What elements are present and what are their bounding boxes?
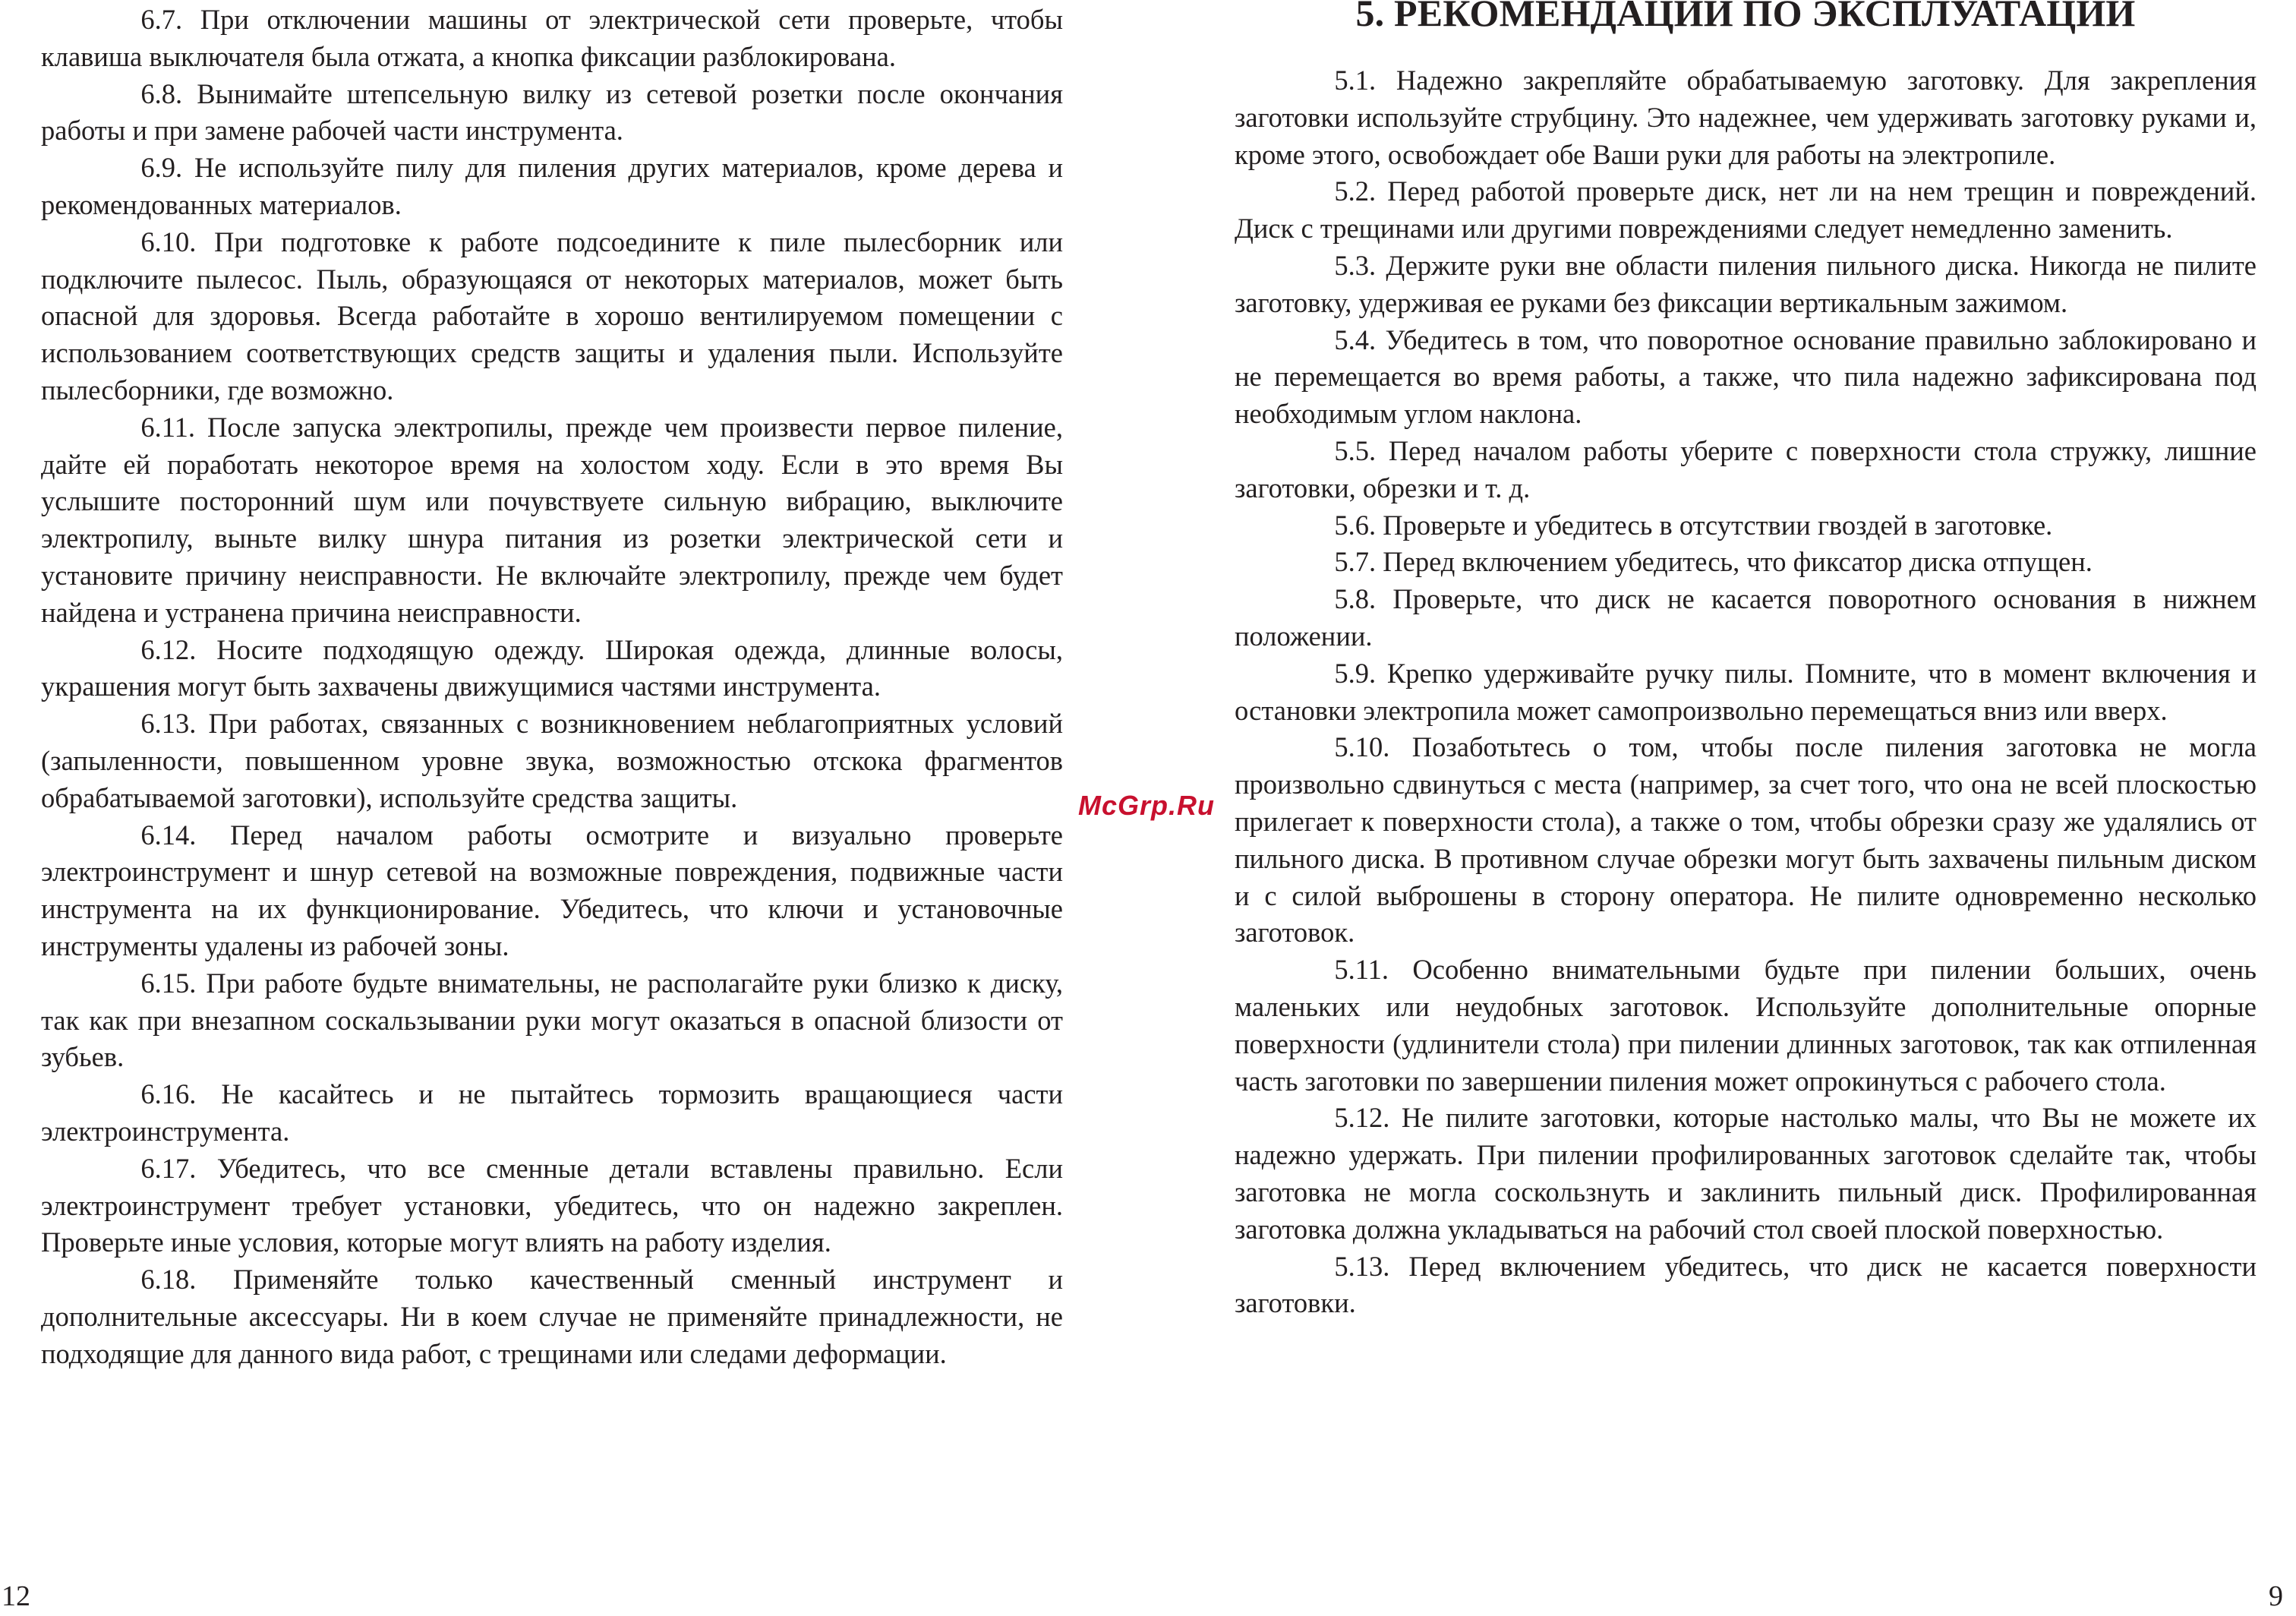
paragraph-5-9: 5.9. Крепко удерживайте ручку пилы. Помните, что в момент включения и остановки электропила может самопроизвольно перемещаться вниз или вверх. bbox=[1235, 657, 2257, 726]
left-page-number: 12 bbox=[2, 1580, 30, 1612]
paragraph-6-13: 6.13. При работах, связанных с возникновением неблагоприятных условий (запыленности, повышенном уровне звука, возможностью отскока фрагментов обрабатываемой заготовки), используйте средства защиты. bbox=[41, 708, 1063, 813]
paragraph-5-1: 5.1. Надежно закрепляйте обрабатываемую заготовку. Для закрепления заготовки используйте струбцину. Это надежнее, чем удерживать заготовку руками и, кроме этого, освобождает обе Ваши руки для работы на электропиле. bbox=[1235, 65, 2257, 170]
paragraph-5-6: 5.6. Проверьте и убедитесь в отсутствии гвоздей в заготовке. bbox=[1334, 509, 2053, 541]
paragraph-6-15: 6.15. При работе будьте внимательны, не располагайте руки близко к диску, так как при внезапном соскальзывании руки могут оказаться в опасной близости от зубьев. bbox=[41, 967, 1063, 1073]
paragraph-5-11: 5.11. Особенно внимательными будьте при пилении больших, очень маленьких или неудобных заготовок. Используйте дополнительные опорные поверхности (удлинители стола) при пилении длинных заготовок, так как отпиленная часть заготовки по завершении пиления может опрокинуться с рабочего стола. bbox=[1235, 954, 2257, 1097]
paragraph-6-8: 6.8. Вынимайте штепсельную вилку из сетевой розетки после окончания работы и при замене рабочей части инструмента. bbox=[41, 77, 1063, 147]
paragraph-5-12: 5.12. Не пилите заготовки, которые настолько малы, что Вы не можете их надежно удержать. При пилении профилированных заготовок сделайте так, чтобы заготовка не могла соскользнуть и заклинить пильный диск. Профилированная заготовка должна укладываться на рабочий стол своей плоской поверхностью. bbox=[1235, 1102, 2257, 1245]
paragraph-6-10: 6.10. При подготовке к работе подсоедините к пиле пылесборник или подключите пылесос. Пыль, образующаяся от некоторых материалов, может быть опасной для здоровья. Всегда работайте в хорошо вентилируемом помещении с использованием соответствующих средств защиты и удаления пыли. Используйте пылесборники, где возможно. bbox=[41, 226, 1063, 406]
paragraph-6-12: 6.12. Носите подходящую одежду. Широкая одежда, длинные волосы, украшения могут быть захвачены движущимися частями инструмента. bbox=[41, 633, 1063, 702]
paragraph-6-9: 6.9. Не используйте пилу для пиления других материалов, кроме дерева и рекомендованных материалов. bbox=[41, 152, 1063, 220]
section-title: 5. РЕКОМЕНДАЦИИ ПО ЭКСПЛУАТАЦИИ bbox=[1355, 0, 2136, 34]
paragraph-5-7: 5.7. Перед включением убедитесь, что фиксатор диска отпущен. bbox=[1334, 546, 2093, 578]
paragraph-5-2: 5.2. Перед работой проверьте диск, нет ли на нем трещин и повреждений. Диск с трещинами или другими повреждениями следует немедленно заменить. bbox=[1235, 175, 2257, 245]
paragraph-6-18: 6.18. Применяйте только качественный сменный инструмент и дополнительные аксессуары. Ни в коем случае не применяйте принадлежности, не подходящие для данного вида работ, с трещинами или следами деформации. bbox=[41, 1264, 1063, 1369]
paragraph-5-4: 5.4. Убедитесь в том, что поворотное основание правильно заблокировано и не перемещается во время работы, а также, что пила надежно зафиксирована под необходимым углом наклона. bbox=[1235, 324, 2257, 430]
right-page bbox=[1235, 0, 2257, 1322]
paragraph-6-11: 6.11. После запуска электропилы, прежде чем произвести первое пиление, дайте ей поработать некоторое время на холостом ходу. Если в это время Вы услышите посторонний шум или почувствуете сильную вибрацию, выключите электропилу, выньте вилку шнура питания из розетки электрической сети и установите причину неисправности. Не включайте электропилу, прежде чем будет найдена и устранена причина неисправности. bbox=[41, 411, 1063, 628]
paragraph-6-17: 6.17. Убедитесь, что все сменные детали вставлены правильно. Если электроинструмент требует установки, убедитесь, что он надежно закреплен. Проверьте иные условия, которые могут влиять на работу изделия. bbox=[41, 1152, 1063, 1258]
left-page bbox=[41, 0, 1063, 1372]
paragraph-5-5: 5.5. Перед началом работы уберите с поверхности стола стружку, лишние заготовки, обрезки и т. д. bbox=[1235, 434, 2257, 503]
paragraph-5-3: 5.3. Держите руки вне области пиления пильного диска. Никогда не пилите заготовку, удерживая ее руками без фиксации вертикальным зажимом. bbox=[1235, 249, 2257, 318]
right-page-number: 9 bbox=[2269, 1580, 2283, 1612]
paragraph-5-13: 5.13. Перед включением убедитесь, что диск не касается поверхности заготовки. bbox=[1235, 1250, 2257, 1319]
paragraph-6-7: 6.7. При отключении машины от электрической сети проверьте, чтобы клавиша выключателя была отжата, а кнопка фиксации разблокирована. bbox=[41, 4, 1063, 72]
paragraph-6-16: 6.16. Не касайтесь и не пытайтесь тормозить вращающиеся части электроинструмента. bbox=[41, 1078, 1063, 1147]
paragraph-5-8: 5.8. Проверьте, что диск не касается поворотного основания в нижнем положении. bbox=[1235, 583, 2257, 652]
paragraph-6-14: 6.14. Перед началом работы осмотрите и визуально проверьте электроинструмент и шнур сетевой на возможные повреждения, подвижные части инструмента на их функционирование. Убедитесь, что ключи и установочные инструменты удалены из рабочей зоны. bbox=[41, 819, 1063, 961]
watermark-logo: McGrp.Ru bbox=[1078, 790, 1216, 821]
paragraph-5-10: 5.10. Позаботьтесь о том, чтобы после пиления заготовка не могла произвольно сдвинуться с места (например, за счет того, что она не всей плоскостью прилегает к поверхности стола), а также о том, чтобы обрезки сразу же удалялись от пильного диска. В противном случае обрезки могут быть захвачены пильным диском и с силой выброшены в сторону оператора. Не пилите одновременно несколько заготовок. bbox=[1235, 731, 2257, 948]
